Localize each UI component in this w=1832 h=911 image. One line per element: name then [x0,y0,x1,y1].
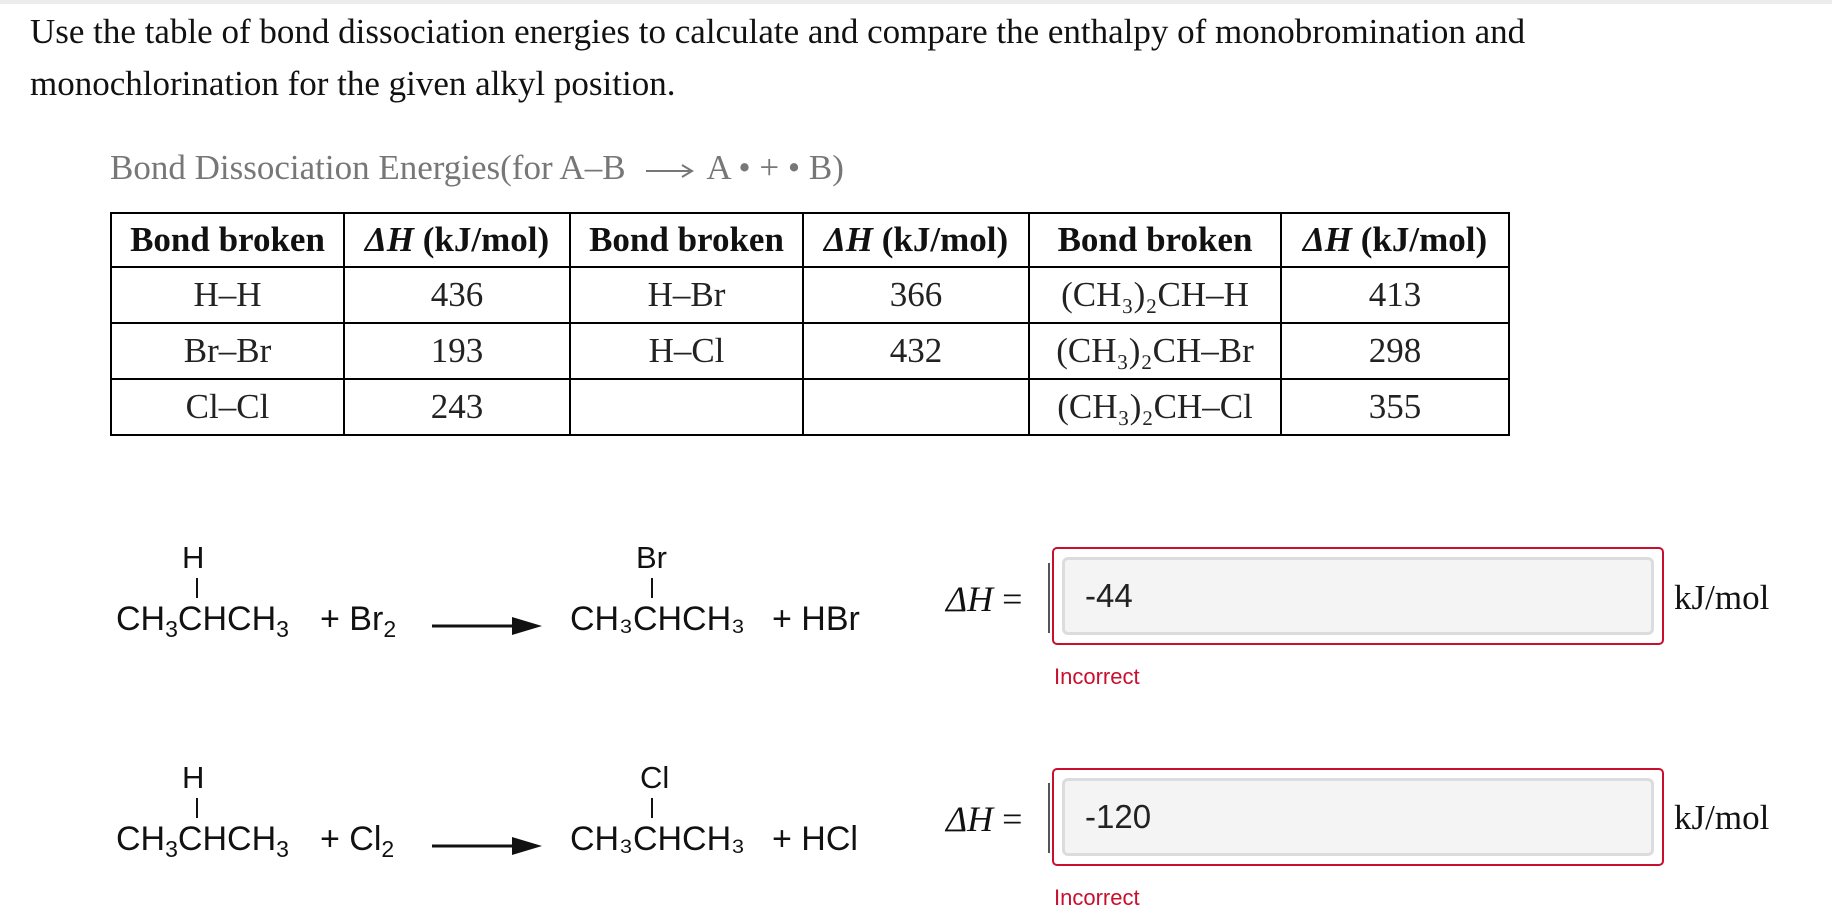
dh-unit: (kJ/mol) [1360,220,1488,259]
dh-unit: (kJ/mol) [881,220,1009,259]
product-bond-line [651,578,653,598]
bond-cell: H–H [111,267,344,323]
product-bond-line [651,798,653,818]
header-bond-broken: Bond broken [111,213,344,267]
reaction-arrow-icon [432,834,544,858]
header-bond-broken: Bond broken [1029,213,1281,267]
dh-symbol: ΔH [364,220,415,259]
enthalpy-bromination-input[interactable] [1062,557,1654,635]
dh-cell: 298 [1281,323,1509,379]
bond-cell: H–Br [570,267,803,323]
dh-symbol: ΔH [823,220,874,259]
header-dh [344,213,570,267]
caption-prefix: Bond Dissociation Energies(for A–B [110,148,626,187]
product-formula: CH₃CHCH₃ [570,820,746,858]
reactant-substituent: H [182,760,205,795]
byproduct-formula: + HCl [772,820,858,858]
input-divider [1048,563,1050,633]
dh-cell: 432 [803,323,1029,379]
bond-cell [570,379,803,435]
input-divider [1048,783,1050,853]
byproduct-formula: + HBr [772,600,860,638]
reagent-formula: + $Cl_2$ [320,820,395,862]
dh-cell: 436 [344,267,570,323]
table-row [111,267,1509,323]
header-bond-broken: Bond broken [570,213,803,267]
product-formula: CH₃CHCH₃ [570,600,746,638]
feedback-incorrect: Incorrect [1054,664,1140,689]
feedback-incorrect: Incorrect [1054,885,1140,910]
reactant-formula: $CH_3CHCH_3$ [116,820,289,862]
table-row [111,323,1509,379]
bond-cell: (CH₃)₂CH–H [1029,267,1281,323]
dh-cell [803,379,1029,435]
reactant-bond-line [196,798,198,818]
enthalpy-label: ΔH = [946,579,1023,619]
enthalpy-label: ΔH = [946,799,1023,839]
dh-cell: 193 [344,323,570,379]
bond-cell: H–Cl [570,323,803,379]
dh-cell: 366 [803,267,1029,323]
bond-dissociation-table [110,212,1510,436]
dh-cell: 355 [1281,379,1509,435]
table-caption [110,148,844,188]
product-substituent: Br [636,540,667,575]
answer-field-wrapper [1052,768,1664,866]
product-substituent: Cl [640,760,670,795]
unit-label: kJ/mol [1674,798,1770,837]
unit-label: kJ/mol [1674,578,1770,617]
dh-symbol: ΔH [1302,220,1353,259]
reagent-formula: + $Br_2$ [320,600,397,642]
reactant-bond-line [196,578,198,598]
header-dh [803,213,1029,267]
header-dh [1281,213,1509,267]
bond-cell: (CH₃)₂CH–Br [1029,323,1281,379]
bond-cell: Cl–Cl [111,379,344,435]
top-divider [0,0,1832,4]
reactant-substituent: H [182,540,205,575]
reaction-arrow-icon [432,614,544,638]
bond-cell: (CH₃)₂CH–Cl [1029,379,1281,435]
answer-field-wrapper [1052,547,1664,645]
dh-unit: (kJ/mol) [422,220,550,259]
question-prompt: Use the table of bond dissociation energies to calculate and compare the enthalpy of monobromination and monochlorination for the given alkyl position. [30,12,1526,103]
dh-cell: 413 [1281,267,1509,323]
enthalpy-chlorination-input[interactable] [1062,778,1654,856]
caption-suffix: A • + • B) [706,148,844,187]
dh-cell: 243 [344,379,570,435]
reactant-formula: $CH_3CHCH_3$ [116,600,289,642]
table-header-row [111,213,1509,267]
table-row [111,379,1509,435]
right-arrow-icon [644,161,696,181]
bond-cell: Br–Br [111,323,344,379]
